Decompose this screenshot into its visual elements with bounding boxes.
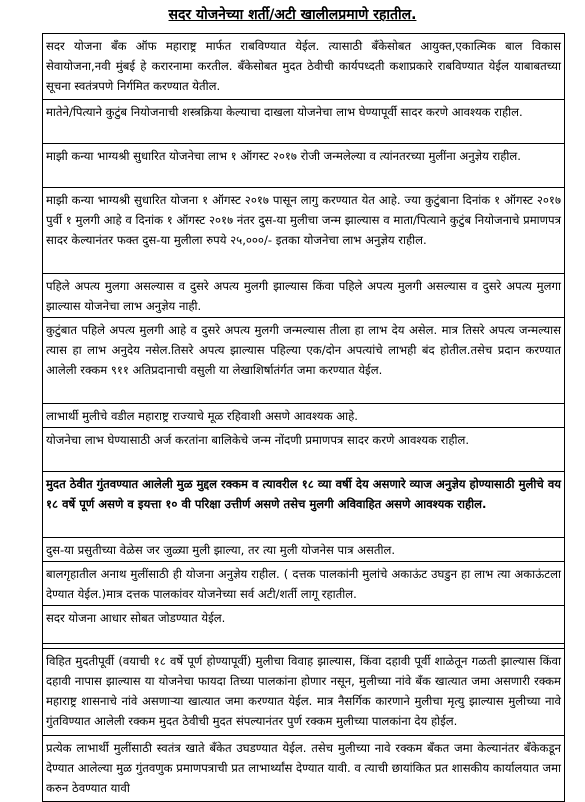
condition-row-12: सदर योजना आधार सोबत जोडण्यात येईल.: [43, 606, 564, 644]
conditions-table: [42, 33, 565, 802]
condition-row-1: सदर योजना बँक ऑफ महाराष्ट्र मार्फत राबविण्यात येईल. त्यासाठी बँकेसोबत आयुक्त,एकात्मिक बाल विकास सेवायोजना,नवी मुंबई हे करारनामा करतील. बँकेसोबत मुदत ठेवीची कार्यपध्दती कशाप्रकारे राबविण्यात येईल याबाबतच्या सूचना स्वतंत्रपणे निर्गमित करण्यात येतील.: [43, 34, 564, 100]
condition-row-4: माझी कन्या भाग्यश्री सुधारित योजना १ ऑगस्ट २०१७ पासून लागु करण्यात येत आहे. ज्या कुटुंबाना दिनांक १ ऑगस्ट २०१७ पुर्वी १ मुलगी आहे व दिनांक १ ऑगस्ट २०१७ नंतर दुस-या मुलीचा जन्म झाल्यास व माता/पित्याने कुटुंब नियोजनाचे प्रमाणपत्र सादर केल्यानंतर फक्त दुस-या मुलीला रुपये २५,०००/- इतका योजनेचा लाभ अनुज्ञेय राहील.: [43, 188, 564, 274]
condition-row-8: योजनेचा लाभ घेण्यासाठी अर्ज करतांना बालिकेचे जन्म नोंदणी प्रमाणपत्र सादर करणे आवश्यक राहील.: [43, 428, 564, 472]
condition-row-13: विहित मुदतीपूर्वी (वयाची १८ वर्षे पूर्ण होण्यापूर्वी) मुलीचा विवाह झाल्यास, किंवा दहावी पूर्वी शाळेतून गळती झाल्यास किंवा दहावी नापास झाल्यास या योजनेचा फायदा तिच्या पालकांना होणार नसून, मुलीच्या नांवे बँक खात्यात जमा असणारी रक्कम महाराष्ट्र शासनाचे नांवे असणाऱ्या खात्यात जमा करण्यात येईल. मात्र नैसर्गिक कारणाने मुलीचा मृत्यु झाल्यास मुलीच्या नावे गुंतविण्यात आलेली रक्कम मुदत ठेवीची मुदत संपल्यानंतर पुर्ण रक्कम मुलीच्या पालकांना देय होईल.: [43, 648, 564, 736]
condition-row-9: मुदत ठेवीत गुंतवण्यात आलेली मुळ मुद्दल रक्कम व त्यावरील १८ व्या वर्षी देय असणारे व्याज अनुज्ञेय होण्यासाठी मुलीचे वय १८ वर्षे पूर्ण असणे व इयत्ता १० वी परिक्षा उत्तीर्ण असणे तसेच मुलगी अविवाहित असणे आवश्यक राहील.: [43, 472, 564, 538]
condition-row-2: मातेने/पित्याने कुटुंब नियोजनाची शस्त्रक्रिया केल्याचा दाखला योजनेचा लाभ घेण्यापूर्वी सादर करणे आवश्यक राहील.: [43, 100, 564, 144]
document-title: सदर योजनेच्या शर्ती/अटी खालीलप्रमाणे रहातील.: [168, 7, 417, 23]
condition-row-5: पहिले अपत्य मुलगा असल्यास व दुसरे अपत्य मुलगी झाल्यास किंवा पहिले अपत्य मुलगी असल्यास व दुसरे अपत्य मुलगा झाल्यास योजनेचा लाभ अनुज्ञेय नाही.: [43, 274, 564, 318]
condition-row-10: दुस-या प्रसुतीच्या वेळेस जर जुळ्या मुली झाल्या, तर त्या मुली योजनेस पात्र असतील.: [43, 538, 564, 562]
condition-row-14: प्रत्येक लाभार्थी मुलींसाठी स्वतंत्र खाते बँकेत उघडण्यात येईल. तसेच मुलीच्या नावे रक्कम बँकत जमा केल्यानंतर बँकेकडून देण्यात आलेल्या मुळ गुंतवणुक प्रमाणपत्राची प्रत लाभार्थ्यांस देण्यात यावी. व त्याची छायांकित प्रत शासकीय कार्यालयात जमा करुन ठेवण्यात यावी: [43, 736, 564, 802]
condition-row-11: बालगृहातील अनाथ मुलींसाठी ही योजना अनुज्ञेय राहील. ( दत्तक पालकांनी मुलांचे अकाऊंट उघडुन हा लाभ त्या अकाऊंटला देण्यात येईल.)मात्र दत्तक पालकांवर योजनेच्या सर्व अटी/शर्ती लागू रहातील.: [43, 562, 564, 606]
condition-row-3: माझी कन्या भाग्यश्री सुधारित योजनेचा लाभ १ ऑगस्ट २०१७ रोजी जन्मलेल्या व त्यांनतरच्या मुलींना अनुज्ञेय राहील.: [43, 144, 564, 188]
condition-row-6: कुटुंबात पहिले अपत्य मुलगी आहे व दुसरे अपत्य मुलगी जन्मल्यास तीला हा लाभ देय असेल. मात्र तिसरे अपत्य जन्मल्यास त्यास हा लाभ अनुदेय नसेल.तिसरे अपत्य झाल्यास पहिल्या एक/दोन अपत्यांचे लाभही बंद होतील.तसेच प्रदान करण्यात आलेली रक्कम ९११ अतिप्रदानाची वसुली या लेखाशिर्षातंर्गत जमा करण्यात येईल.: [43, 318, 564, 404]
condition-row-7: लाभार्थी मुलीचे वडील महाराष्ट्र राज्याचे मूळ रहिवाशी असणे आवश्यक आहे.: [43, 404, 564, 428]
